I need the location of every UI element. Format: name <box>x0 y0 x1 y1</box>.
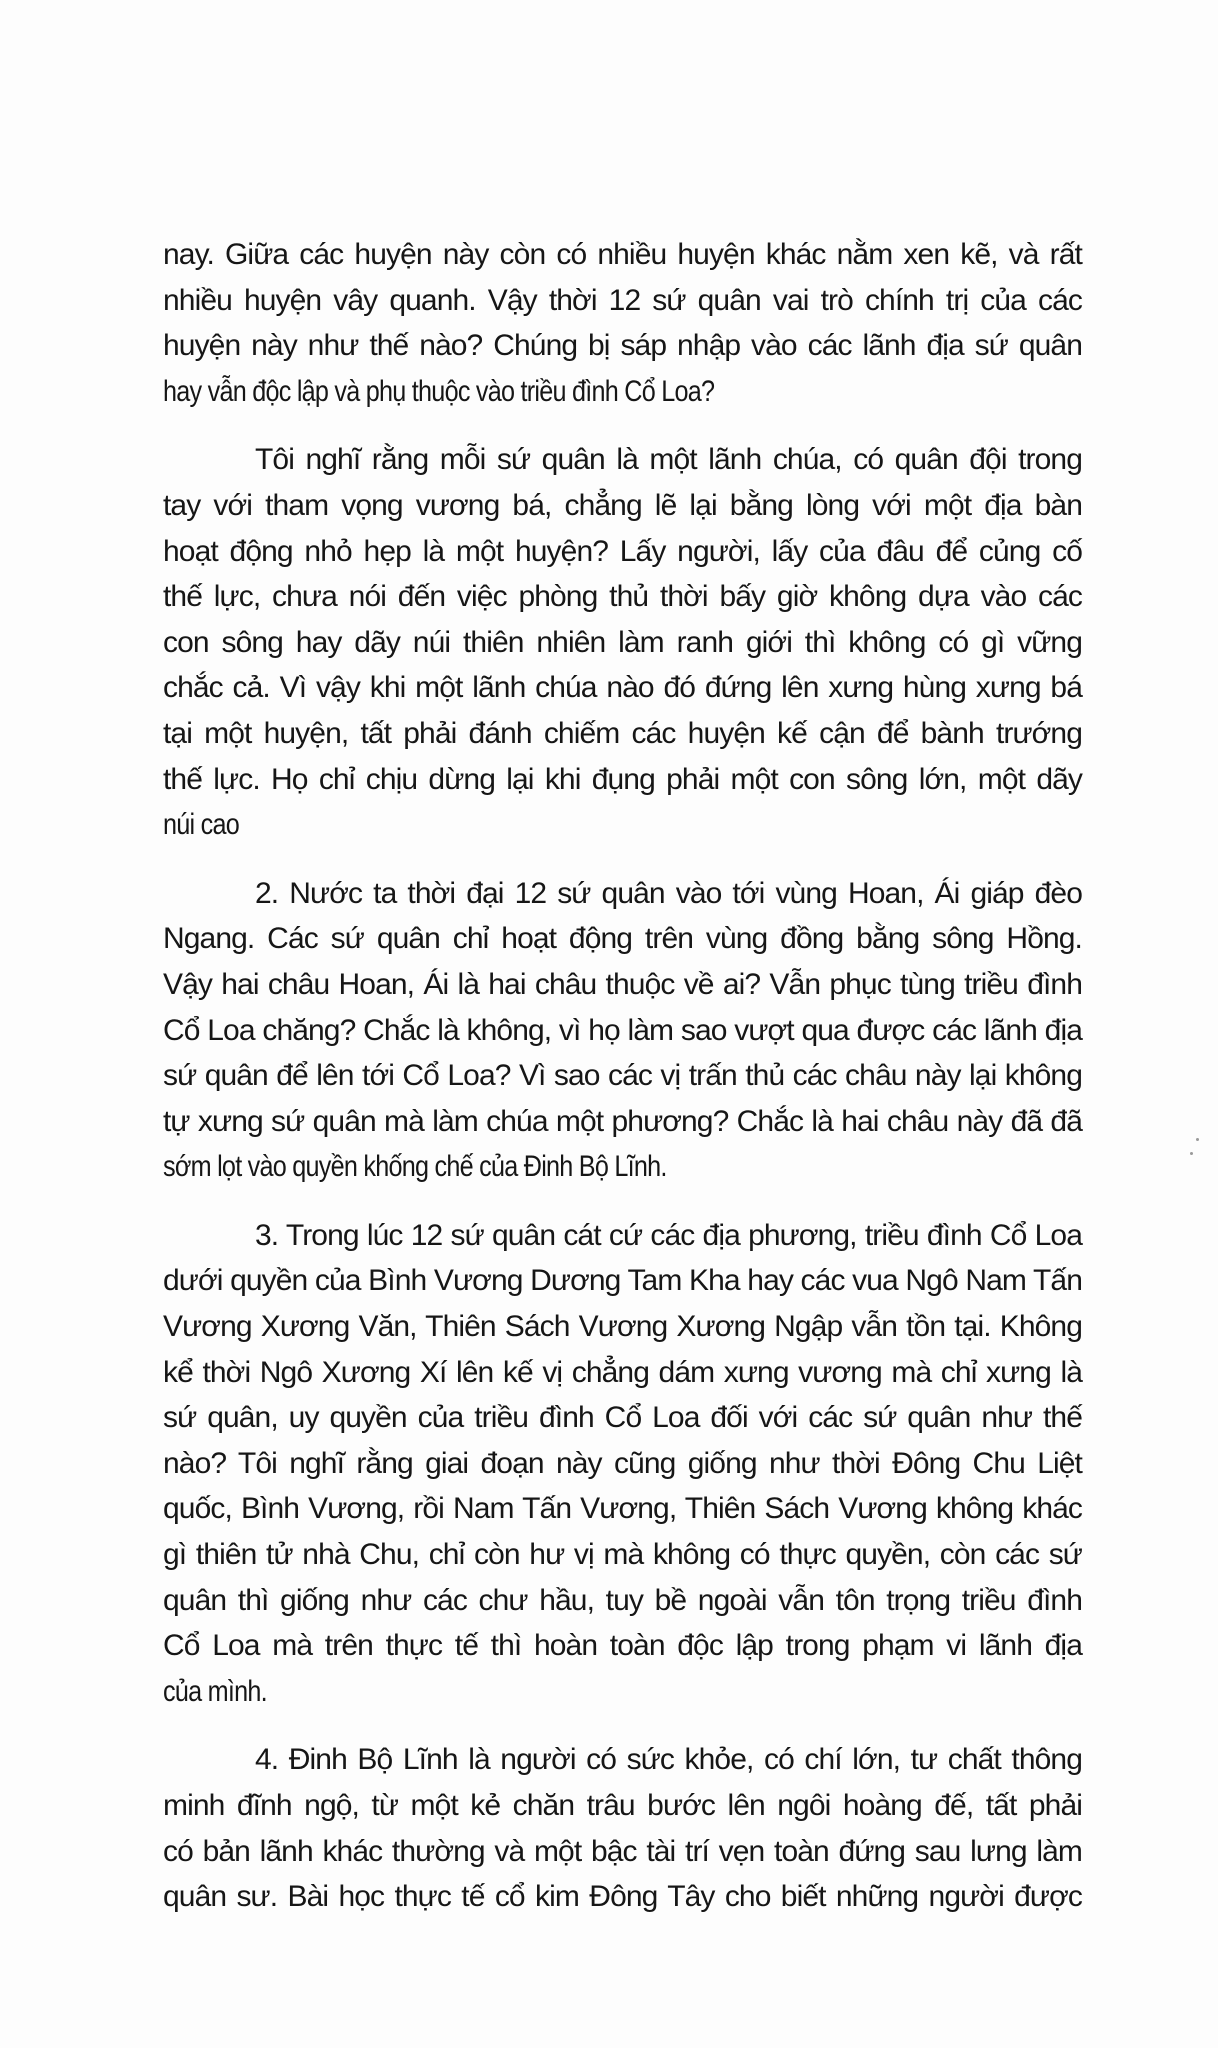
text-line: kể thời Ngô Xương Xí lên kế vị chẳng dám xưng vương mà chỉ xưng là <box>163 1355 1082 1389</box>
paragraph-1 <box>163 232 1082 414</box>
text-line: Vương Xương Văn, Thiên Sách Vương Xương Ngập vẫn tồn tại. Không <box>163 1310 1082 1344</box>
text-line: của mình. <box>163 1674 267 1708</box>
text-line: Cổ Loa mà trên thực tế thì hoàn toàn độc lập trong phạm vi lãnh địa <box>163 1629 1082 1663</box>
text-line: minh đĩnh ngộ, từ một kẻ chăn trâu bước lên ngôi hoàng đế, tất phải <box>163 1789 1082 1822</box>
text-line: thế lực. Họ chỉ chịu dừng lại khi đụng phải một con sông lớn, một dãy <box>163 762 1082 796</box>
body-text <box>163 232 1082 1943</box>
text-line: tay với tham vọng vương bá, chẳng lẽ lại bằng lòng với một địa bàn <box>163 488 1082 522</box>
text-line: quân thì giống như các chư hầu, tuy bề ngoài vẫn tôn trọng triều đình <box>163 1583 1082 1617</box>
paragraph-5-point-4 <box>163 1737 1082 1919</box>
text-line: hay vẫn độc lập và phụ thuộc vào triều đình Cổ Loa? <box>163 374 715 408</box>
text-line: sứ quân, uy quyền của triều đình Cổ Loa đối với các sứ quân như thế <box>163 1401 1082 1435</box>
text-line: sứ quân để lên tới Cổ Loa? Vì sao các vị trấn thủ các châu này lại không <box>163 1059 1082 1093</box>
text-line: 4. Đinh Bộ Lĩnh là người có sức khỏe, có chí lớn, tư chất thông <box>255 1743 1082 1777</box>
print-speck <box>1190 1152 1193 1155</box>
text-line: thế lực, chưa nói đến việc phòng thủ thời bấy giờ không dựa vào các <box>163 580 1082 614</box>
text-line: Tôi nghĩ rằng mỗi sứ quân là một lãnh chúa, có quân đội trong <box>255 443 1082 477</box>
paragraph-4-point-3 <box>163 1213 1082 1715</box>
text-line: con sông hay dãy núi thiên nhiên làm ranh giới thì không có gì vững <box>163 625 1082 659</box>
text-line: Vậy hai châu Hoan, Ái là hai châu thuộc về ai? Vẫn phục tùng triều đình <box>163 967 1082 1001</box>
text-line: tại một huyện, tất phải đánh chiếm các huyện kế cận để bành trướng <box>163 716 1082 750</box>
print-speck <box>1196 1138 1199 1141</box>
text-line: quân sư. Bài học thực tế cổ kim Đông Tây cho biết những người được <box>163 1880 1082 1914</box>
text-line: có bản lãnh khác thường và một bậc tài trí vẹn toàn đứng sau lưng làm <box>163 1834 1082 1868</box>
text-line: 3. Trong lúc 12 sứ quân cát cứ các địa phương, triều đình Cổ Loa <box>255 1218 1082 1252</box>
text-line: nhiều huyện vây quanh. Vậy thời 12 sứ quân vai trò chính trị của các <box>163 283 1082 317</box>
text-line: Ngang. Các sứ quân chỉ hoạt động trên vùng đồng bằng sông Hồng. <box>163 922 1082 956</box>
paragraph-3-point-2 <box>163 871 1082 1190</box>
text-line: gì thiên tử nhà Chu, chỉ còn hư vị mà không có thực quyền, còn các sứ <box>163 1538 1082 1572</box>
text-line: Cổ Loa chăng? Chắc là không, vì họ làm sao vượt qua được các lãnh địa <box>163 1013 1082 1047</box>
text-line: nào? Tôi nghĩ rằng giai đoạn này cũng giống như thời Đông Chu Liệt <box>163 1446 1082 1480</box>
text-line: chắc cả. Vì vậy khi một lãnh chúa nào đó đứng lên xưng hùng xưng bá <box>163 671 1082 705</box>
text-line: núi cao <box>163 808 239 842</box>
text-line: nay. Giữa các huyện này còn có nhiều huyện khác nằm xen kẽ, và rất <box>163 238 1082 271</box>
paragraph-2 <box>163 437 1082 847</box>
text-line: tự xưng sứ quân mà làm chúa một phương? Chắc là hai châu này đã đã <box>163 1104 1082 1138</box>
text-line: huyện này như thế nào? Chúng bị sáp nhập vào các lãnh địa sứ quân <box>163 329 1082 363</box>
text-line: hoạt động nhỏ hẹp là một huyện? Lấy người, lấy của đâu để củng cố <box>163 534 1082 568</box>
text-line: sớm lọt vào quyền khống chế của Đinh Bộ Lĩnh. <box>163 1150 667 1184</box>
text-line: dưới quyền của Bình Vương Dương Tam Kha hay các vua Ngô Nam Tấn <box>163 1264 1082 1298</box>
text-line: quốc, Bình Vương, rồi Nam Tấn Vương, Thiên Sách Vương không khác <box>163 1492 1082 1526</box>
text-line: 2. Nước ta thời đại 12 sứ quân vào tới vùng Hoan, Ái giáp đèo <box>255 876 1082 910</box>
